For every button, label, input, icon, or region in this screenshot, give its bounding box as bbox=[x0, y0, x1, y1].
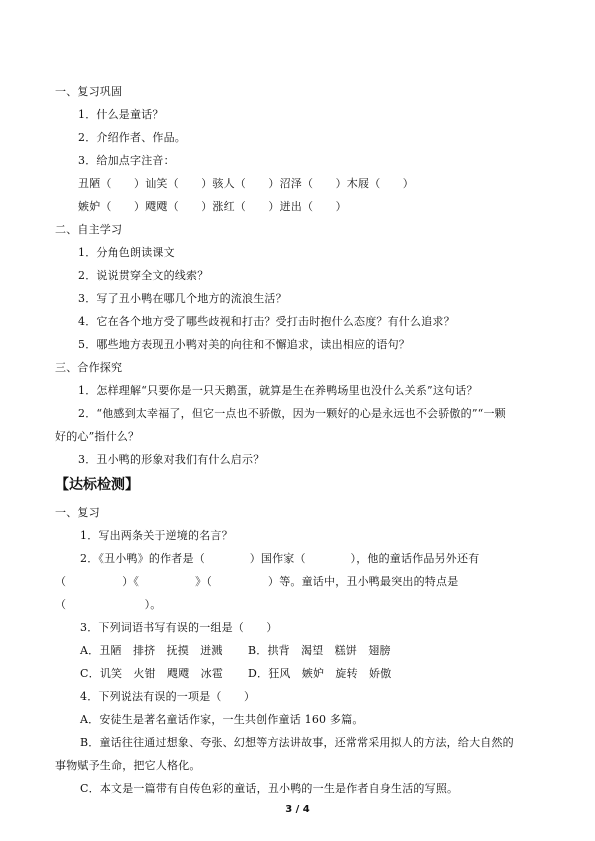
list-item: 1．什么是童话？ bbox=[78, 108, 164, 121]
option-a: A．安徒生是著名童话作家，一生共创作童话 160 多篇。 bbox=[80, 713, 364, 726]
page-number: 3 / 4 bbox=[285, 804, 310, 815]
test-heading: 【达标检测】 bbox=[55, 477, 139, 493]
list-item: 1．分角色朗读课文 bbox=[78, 246, 175, 259]
list-item: 5．哪些地方表现丑小鸭对美的向往和不懈追求，读出相应的语句？ bbox=[78, 338, 410, 351]
list-item-continuation: 好的心”指什么？ bbox=[55, 430, 140, 443]
list-item: 3．丑小鸭的形象对我们有什么启示？ bbox=[78, 453, 265, 466]
pinyin-row: 丑陋（ ）讪笑（ ）骇人（ ）沼泽（ ）木屐（ ） bbox=[78, 177, 414, 190]
option-b: B．童话往往通过想象、夸张、幻想等方法讲故事，还常常采用拟人的方法，给大自然的 bbox=[80, 736, 514, 749]
list-item: 2．说说贯穿全文的线索？ bbox=[78, 269, 209, 282]
question: 2．《丑小鸭》的作者是（ ）国作家（ ），他的童话作品另外还有 bbox=[80, 552, 480, 565]
list-item: 1．怎样理解“只要你是一只天鹅蛋，就算是生在养鸭场里也没什么关系”这句话？ bbox=[78, 384, 478, 397]
question-continuation: （ ）《 》（ ）等。童话中，丑小鸭最突出的特点是 bbox=[55, 575, 459, 588]
list-item: 3．写了丑小鸭在哪几个地方的流浪生活？ bbox=[78, 292, 287, 305]
option-d: D．狂风 嫉妒 旋转 娇傲 bbox=[248, 667, 392, 680]
option-a: A．丑陋 排挤 抚摸 迸溅 bbox=[80, 644, 223, 657]
option-c: C．本文是一篇带有自传色彩的童话，丑小鸭的一生是作者自身生活的写照。 bbox=[80, 782, 459, 795]
question: 3．下列词语书写有误的一组是（ ） bbox=[80, 621, 278, 634]
question-continuation: （ ）。 bbox=[55, 598, 162, 611]
test-subtitle: 一、复习 bbox=[55, 506, 100, 519]
section-title-review: 一、复习巩固 bbox=[55, 85, 123, 98]
section-title-cooperation: 三、合作探究 bbox=[55, 361, 123, 374]
list-item: 4．它在各个地方受了哪些歧视和打击？受打击时抱什么态度？有什么追求？ bbox=[78, 315, 455, 328]
question: 4．下列说法有误的一项是（ ） bbox=[80, 690, 256, 703]
list-item: 2．“他感到太幸福了，但它一点也不骄傲，因为一颗好的心是永远也不会骄傲的”“一颗 bbox=[78, 407, 506, 420]
option-c: C．讥笑 火钳 飕飕 冰雹 bbox=[80, 667, 224, 680]
option-b-continuation: 事物赋予生命，把它人格化。 bbox=[55, 759, 201, 772]
question: 1．写出两条关于逆境的名言？ bbox=[80, 529, 233, 542]
list-item: 2．介绍作者、作品。 bbox=[78, 131, 186, 144]
section-title-self-study: 二、自主学习 bbox=[55, 223, 123, 236]
list-item: 3．给加点字注音： bbox=[78, 154, 175, 167]
pinyin-row: 嫉妒（ ）飕飕（ ）涨红（ ）迸出（ ） bbox=[78, 200, 347, 213]
option-b: B．拱背 渴望 糕饼 翅膀 bbox=[248, 644, 391, 657]
